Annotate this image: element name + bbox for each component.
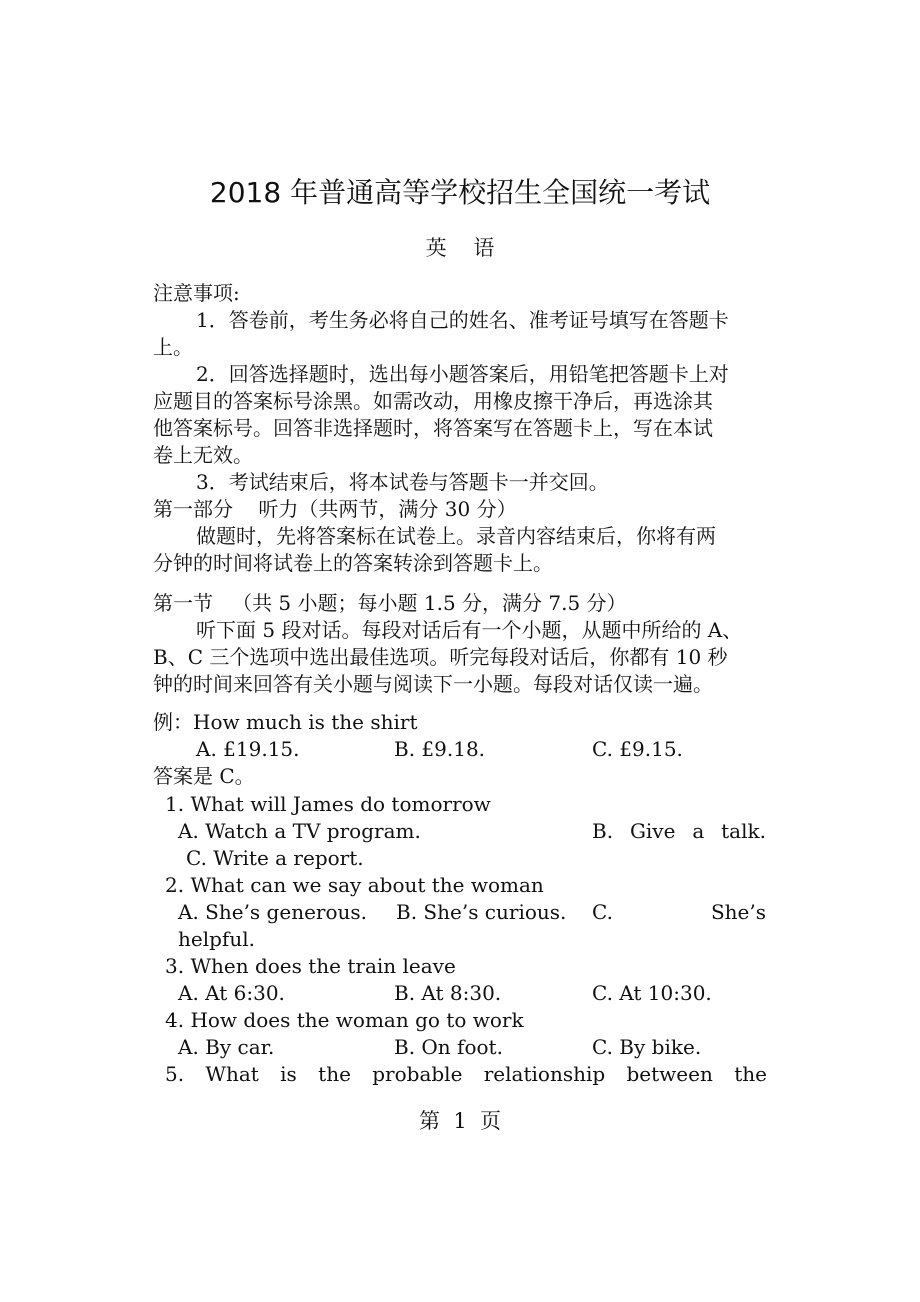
- question-3-stem: 3. When does the train leave: [165, 954, 456, 978]
- notice-item-1-line-2: 上。: [153, 335, 193, 359]
- page-number: 第 1 页: [418, 1109, 502, 1133]
- question-2-option-c-wrap: helpful.: [178, 927, 255, 951]
- question-5-stem-word: between: [626, 1062, 713, 1086]
- part-one-instructions-line-1: 做题时，先将答案标在试卷上。录音内容结束后，你将有两: [196, 524, 716, 548]
- example-answer: 答案是 C。: [153, 764, 255, 788]
- question-3-option-b: B. At 8:30.: [394, 981, 502, 1005]
- question-3-option-a: A. At 6:30.: [178, 981, 285, 1005]
- example-option-c: C. £9.15.: [592, 737, 683, 761]
- question-2-option-b: B. She’s curious.: [396, 900, 567, 924]
- question-5-stem: [165, 1062, 767, 1086]
- question-4-option-c: C. By bike.: [592, 1035, 702, 1059]
- question-2-option-c: [592, 900, 766, 924]
- question-1-option-a: A. Watch a TV program.: [178, 819, 421, 843]
- question-5-stem-word: relationship: [483, 1062, 606, 1086]
- question-4-option-a: A. By car.: [178, 1035, 275, 1059]
- notice-item-2-line-1: 2．回答选择题时，选出每小题答案后，用铅笔把答题卡上对: [196, 362, 729, 386]
- question-5-stem-word: 5.: [165, 1062, 185, 1086]
- question-2-option-c-prefix: C.: [592, 900, 613, 924]
- subject-title: 英 语: [425, 236, 495, 260]
- question-3-option-c: C. At 10:30.: [592, 981, 712, 1005]
- example-question: 例：How much is the shirt: [153, 710, 418, 734]
- example-option-a: A. £19.15.: [196, 737, 300, 761]
- question-1-option-b-word: Give: [629, 819, 676, 843]
- notice-item-2-line-3: 他答案标号。回答非选择题时，将答案写在答题卡上，写在本试: [153, 416, 713, 440]
- section-one-instructions-line-1: 听下面 5 段对话。每段对话后有一个小题，从题中所给的 A、: [196, 618, 743, 642]
- section-one-instructions-line-3: 钟的时间来回答有关小题与阅读下一小题。每段对话仅读一遍。: [153, 672, 713, 696]
- section-one-instructions-line-2: B、C 三个选项中选出最佳选项。听完每段对话后，你都有 10 秒: [153, 645, 728, 669]
- question-1-option-c: C. Write a report.: [186, 846, 364, 870]
- section-one-heading: 第一节 （共 5 小题；每小题 1.5 分，满分 7.5 分）: [153, 591, 627, 615]
- question-5-stem-word: What: [205, 1062, 259, 1086]
- question-2-option-c-word: She’s: [710, 900, 766, 924]
- question-4-stem: 4. How does the woman go to work: [165, 1008, 524, 1032]
- notice-heading: 注意事项:: [153, 281, 240, 305]
- question-1-option-b: [592, 819, 766, 843]
- question-5-stem-word: probable: [372, 1062, 463, 1086]
- question-1-option-b-word: a: [692, 819, 705, 843]
- question-5-stem-word: the: [318, 1062, 351, 1086]
- question-2-option-a: A. She’s generous.: [178, 900, 368, 924]
- question-2-stem: 2. What can we say about the woman: [165, 873, 544, 897]
- notice-item-2-line-4: 卷上无效。: [153, 443, 253, 467]
- notice-item-1-line-1: 1．答卷前，考生务必将自己的姓名、准考证号填写在答题卡: [196, 308, 729, 332]
- example-option-b: B. £9.18.: [394, 737, 486, 761]
- part-one-instructions-line-2: 分钟的时间将试卷上的答案转涂到答题卡上。: [153, 551, 553, 575]
- question-1-stem: 1. What will James do tomorrow: [165, 792, 491, 816]
- notice-item-2-line-2: 应题目的答案标号涂黑。如需改动，用橡皮擦干净后，再选涂其: [153, 389, 713, 413]
- question-1-option-b-word: talk.: [721, 819, 766, 843]
- exam-title: 2018 年普通高等学校招生全国统一考试: [209, 176, 711, 209]
- notice-item-3: 3．考试结束后，将本试卷与答题卡一并交回。: [196, 470, 609, 494]
- question-1-option-b-word: B.: [592, 819, 614, 843]
- question-5-stem-word: is: [280, 1062, 297, 1086]
- part-one-heading: 第一部分 听力（共两节，满分 30 分）: [153, 497, 517, 521]
- question-4-option-b: B. On foot.: [394, 1035, 503, 1059]
- question-5-stem-word: the: [734, 1062, 767, 1086]
